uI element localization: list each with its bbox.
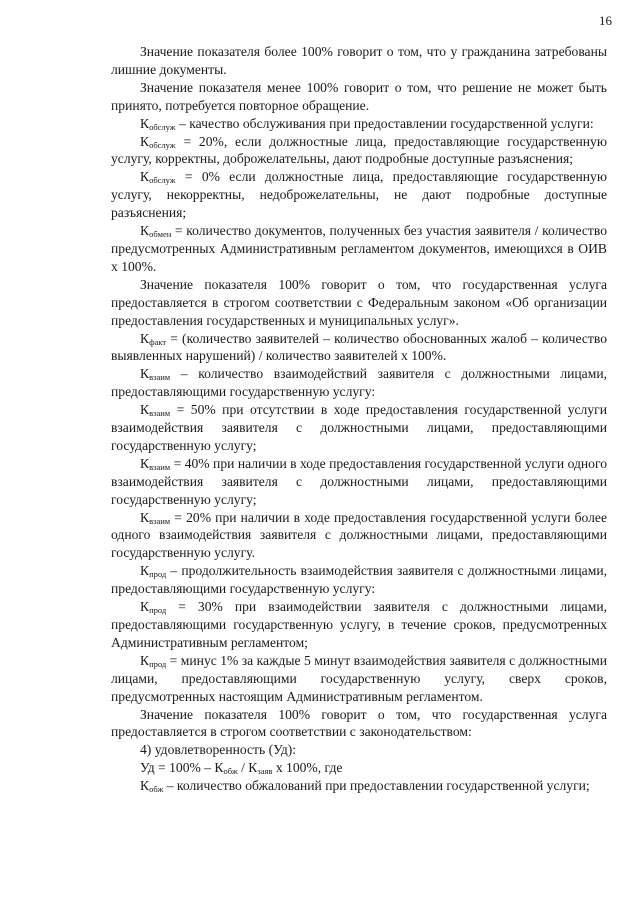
paragraph — [111, 759, 607, 777]
text-run: К — [140, 778, 150, 794]
subscript: обж — [223, 766, 238, 777]
text-run: 4) удовлетворенность (Уд): — [140, 742, 297, 758]
text-run: = 40% при наличии в ходе предоставления государственной услуги одного взаимодействия заявителя с должностными лицами, предоставляющими государственную услугу; — [111, 455, 607, 507]
text-run: Значение показателя 100% говорит о том, что государственная услуга предоставляется в строгом соответствии с Федеральным законом «Об организации предоставления государственных и муниципальных услуг». — [111, 276, 607, 328]
subscript: взаим — [149, 515, 171, 526]
subscript: обслуж — [149, 121, 176, 132]
paragraph — [111, 222, 607, 276]
paragraph — [111, 79, 607, 115]
paragraph — [111, 115, 607, 133]
text-run: Значение показателя 100% говорит о том, что государственная услуга предоставляется в строгом соответствии с законодательством: — [111, 706, 607, 740]
paragraph — [111, 330, 607, 366]
body-text — [111, 43, 607, 795]
paragraph — [111, 401, 607, 455]
paragraph — [111, 777, 607, 795]
text-run: К — [140, 223, 150, 239]
paragraph — [111, 741, 607, 759]
paragraph — [111, 706, 607, 742]
text-run: К — [140, 366, 150, 382]
paragraph — [111, 168, 607, 222]
text-run: К — [140, 115, 150, 131]
paragraph — [111, 365, 607, 401]
text-run: x 100%, где — [272, 760, 343, 776]
subscript: обмен — [149, 229, 172, 240]
text-run: К — [140, 330, 150, 346]
text-run: К — [140, 563, 150, 579]
text-run: К — [140, 169, 150, 185]
subscript: взаим — [149, 408, 171, 419]
subscript: обж — [149, 784, 164, 795]
text-run: – количество обжалований при предоставлении государственной услуги; — [163, 778, 590, 794]
text-run: Значение показателя менее 100% говорит о том, что решение не может быть принято, потребуется повторное обращение. — [111, 79, 607, 113]
text-run: = 50% при отсутствии в ходе предоставления государственной услуги взаимодействия заявителя с должностными лицами, предоставляющими государственную услугу; — [111, 402, 607, 453]
paragraph — [111, 509, 607, 563]
text-run: – количество взаимодействий заявителя с должностными лицами, предоставляющими государственную услугу: — [111, 366, 607, 400]
subscript: факт — [149, 336, 167, 347]
text-run: = (количество заявителей – количество обоснованных жалоб – количество выявленных нарушений) / количество заявителей x 100%. — [111, 330, 607, 364]
subscript: прод — [149, 569, 167, 580]
text-run: К — [140, 599, 150, 615]
paragraph — [111, 43, 607, 79]
subscript: обслуж — [149, 175, 176, 186]
text-run: = 20%, если должностные лица, предоставляющие государственную услугу, корректны, доброжелательны, дают подробные доступные разъяснения; — [111, 133, 607, 167]
paragraph — [111, 562, 607, 598]
subscript: взаим — [149, 372, 171, 383]
text-run: К — [140, 455, 150, 471]
text-run: К — [140, 402, 150, 418]
text-run: – продолжительность взаимодействия заявителя с должностными лицами, предоставляющими государственную услугу: — [111, 563, 607, 597]
text-run: Значение показателя более 100% говорит о том, что у гражданина затребованы лишние документы. — [111, 44, 607, 77]
subscript: прод — [149, 658, 167, 669]
paragraph — [111, 598, 607, 652]
paragraph — [111, 455, 607, 509]
text-run: = минус 1% за каждые 5 минут взаимодействия заявителя с должностными лицами, предоставляющими государственную услугу, сверх сроков, предусмотренных настоящим Административным регламентом. — [111, 652, 607, 704]
text-run: – качество обслуживания при предоставлении государственной услуги: — [175, 115, 594, 131]
subscript: прод — [149, 605, 167, 616]
subscript: взаим — [149, 461, 171, 472]
paragraph — [111, 133, 607, 169]
page-number: 16 — [599, 13, 612, 28]
paragraph — [111, 276, 607, 330]
text-run: К — [140, 133, 150, 149]
text-run: = количество документов, полученных без участия заявителя / количество предусмотренных Административным регламентом документов, имеющихся в ОИВ x 100%. — [111, 223, 607, 274]
text-run: = 30% при взаимодействии заявителя с должностными лицами, предоставляющими государственную услугу, в течение сроков, предусмотренных Административным регламентом; — [111, 599, 607, 650]
subscript: заяв — [257, 766, 273, 777]
text-run: = 0% если должностные лица, предоставляющие государственную услугу, некорректны, недоброжелательны, не дают подробные доступные разъяснения; — [111, 169, 607, 221]
text-run: К — [140, 652, 150, 668]
text-run: = 20% при наличии в ходе предоставления государственной услуги более одного взаимодействия заявителя с должностными лицами, предоставляющими государственную услугу. — [111, 509, 607, 561]
paragraph — [111, 652, 607, 706]
subscript: обслуж — [149, 139, 176, 150]
text-run: / К — [237, 760, 258, 776]
text-run: К — [140, 509, 150, 525]
text-run: Уд = 100% – К — [140, 760, 224, 776]
